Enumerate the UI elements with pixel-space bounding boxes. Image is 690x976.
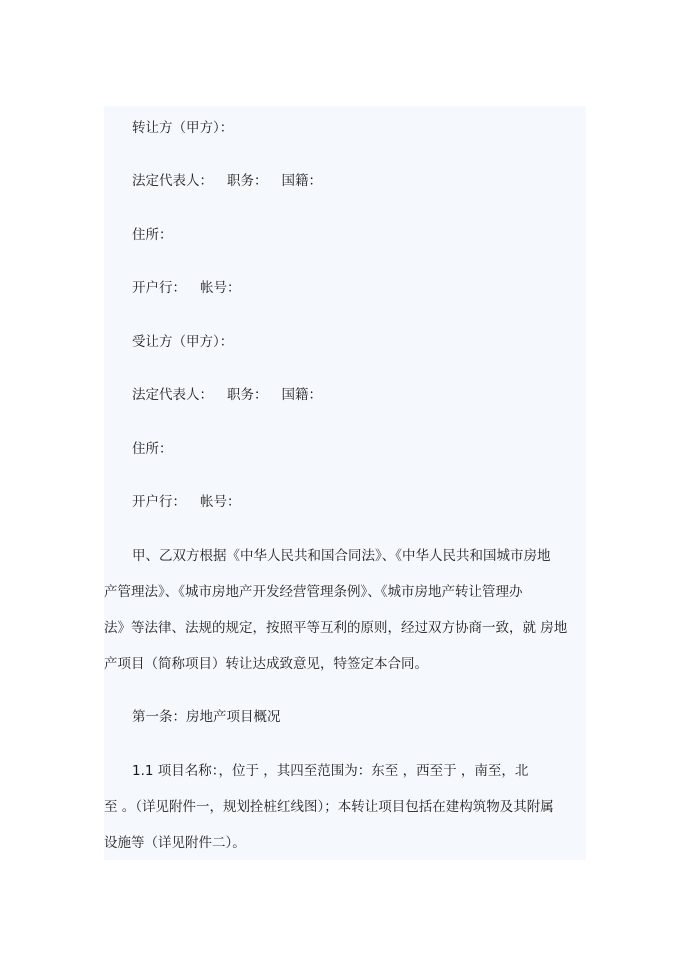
- article-1-heading: 第一条：房地产项目概况: [132, 709, 281, 725]
- transferee-title: 受让方（甲方）：: [132, 334, 234, 350]
- transferee-bank-row: [132, 492, 241, 512]
- transferor-account-label: 帐号：: [200, 280, 241, 296]
- clause-1-1-line-2: 至 。（详见附件一，规划拴桩红线图）；本转让项目包括在建构筑物及其附属: [104, 799, 554, 815]
- transferor-nationality-label: 国籍：: [281, 173, 322, 189]
- transferor-title: 转让方（甲方）：: [132, 120, 234, 136]
- transferor-legal-rep-row: [132, 171, 322, 191]
- transferee-account-label: 帐号：: [200, 494, 241, 510]
- transferee-legal-rep-label: 法定代表人：: [132, 387, 213, 403]
- transferor-legal-rep-label: 法定代表人：: [132, 173, 213, 189]
- clause-1-1-line-1: 1.1 项目名称：，位于 ，其四至范围为：东至 ，西至于 ，南至，北: [132, 763, 529, 779]
- transferor-bank-row: [132, 278, 241, 298]
- clause-1-1-line-3: 设施等（详见附件二）。: [104, 835, 246, 851]
- transferor-address-label: 住所：: [132, 227, 173, 243]
- transferee-nationality-label: 国籍：: [281, 387, 322, 403]
- transferee-position-label: 职务：: [227, 387, 268, 403]
- contract-body: [104, 106, 586, 860]
- transferee-address-label: 住所：: [132, 441, 173, 457]
- preamble-line-1: 甲、乙双方根据《中华人民共和国合同法》、《中华人民共和国城市房地: [132, 548, 551, 564]
- preamble-line-2: 产管理法》、《城市房地产开发经营管理条例》、《城市房地产转让管理办: [104, 584, 523, 600]
- transferor-position-label: 职务：: [227, 173, 268, 189]
- preamble-line-3: 法》等法律、法规的规定，按照平等互利的原则，经过双方协商一致，就 房地: [104, 620, 568, 636]
- transferor-bank-label: 开户行：: [132, 280, 186, 296]
- preamble-line-4: 产项目（简称项目）转让达成致意见，特签定本合同。: [104, 656, 428, 672]
- transferee-bank-label: 开户行：: [132, 494, 186, 510]
- transferee-legal-rep-row: [132, 385, 322, 405]
